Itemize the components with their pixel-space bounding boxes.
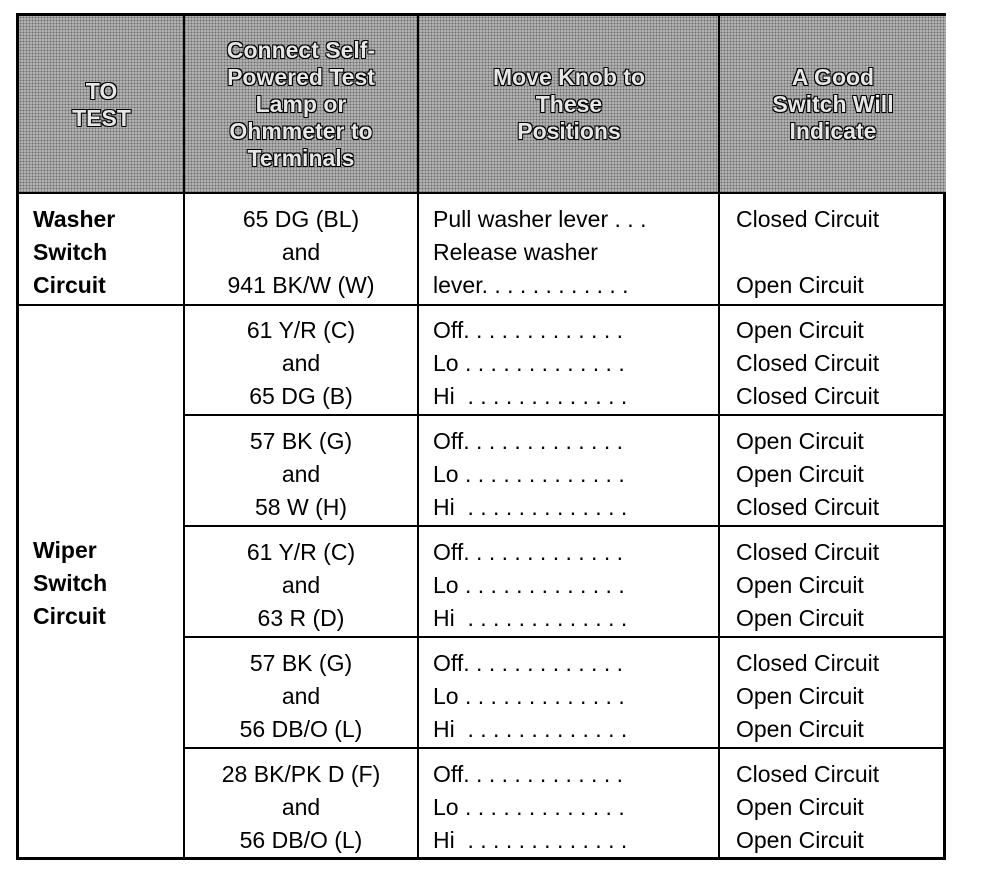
result-line: Closed Circuit (736, 539, 880, 565)
position-line: Off. . . . . . . . . . . . . (433, 761, 624, 787)
label-line: Switch (33, 239, 108, 265)
position-line: Hi . . . . . . . . . . . . . (433, 827, 628, 853)
position-line: Off. . . . . . . . . . . . . (433, 317, 624, 343)
result-line: Closed Circuit (736, 761, 880, 787)
terminal-line: 28 BK/PK D (F) (221, 761, 381, 787)
result-line: Closed Circuit (736, 206, 880, 232)
switch-test-table (16, 13, 946, 860)
position-line: Lo . . . . . . . . . . . . . (433, 794, 625, 820)
result-line: Closed Circuit (736, 650, 880, 676)
result-line: Open Circuit (736, 605, 864, 631)
result-line: Open Circuit (736, 428, 864, 454)
position-line: Off. . . . . . . . . . . . . (433, 428, 624, 454)
wiper-terminals (185, 758, 417, 857)
header-move-knob (418, 16, 720, 193)
header-to-test (19, 16, 184, 193)
wiper-positions (419, 758, 718, 857)
label-line: Circuit (33, 603, 106, 629)
terminal-line: 56 DB/O (L) (239, 827, 363, 853)
row-divider (19, 304, 946, 306)
washer-positions (419, 203, 718, 302)
position-line: Lo . . . . . . . . . . . . . (433, 461, 625, 487)
terminal-line: 65 DG (BL) (242, 206, 360, 232)
terminal-line: 57 BK (G) (249, 428, 353, 454)
wiper-positions (419, 536, 718, 635)
position-line: lever. . . . . . . . . . . . (433, 272, 629, 298)
label-line: Wiper (33, 537, 97, 563)
position-line: Hi . . . . . . . . . . . . . (433, 716, 628, 742)
terminal-line: and (281, 461, 321, 487)
wiper-results (720, 647, 946, 746)
terminal-line: 65 DG (B) (249, 383, 353, 409)
result-line: Closed Circuit (736, 383, 880, 409)
wiper-terminals (185, 647, 417, 746)
wiper-positions (419, 314, 718, 413)
header-good-switch (720, 16, 946, 193)
wiper-results (720, 758, 946, 857)
terminal-line: 57 BK (G) (249, 650, 353, 676)
terminal-line: 61 Y/R (C) (246, 317, 356, 343)
position-line: Off. . . . . . . . . . . . . (433, 539, 624, 565)
result-line: Open Circuit (736, 572, 864, 598)
wiper-positions (419, 647, 718, 746)
wiper-terminals (185, 536, 417, 635)
position-line: Off. . . . . . . . . . . . . (433, 650, 624, 676)
terminal-line: and (281, 794, 321, 820)
result-line: Open Circuit (736, 317, 864, 343)
position-line: Lo . . . . . . . . . . . . . (433, 572, 625, 598)
wiper-terminals (185, 314, 417, 413)
terminal-line: 58 W (H) (255, 494, 347, 520)
washer-switch-label (19, 203, 183, 302)
wiper-results (720, 425, 946, 524)
terminal-line: 63 R (D) (257, 605, 345, 631)
wiper-switch-label (19, 534, 183, 633)
result-line: Open Circuit (736, 461, 864, 487)
position-line: Lo . . . . . . . . . . . . . (433, 350, 625, 376)
label-line: Switch (33, 570, 108, 596)
header-divider (19, 192, 946, 194)
position-line: Release washer (433, 239, 598, 265)
result-line: Open Circuit (736, 272, 864, 298)
washer-results (720, 203, 946, 302)
wiper-terminals (185, 425, 417, 524)
position-line: Hi . . . . . . . . . . . . . (433, 605, 628, 631)
result-line: Closed Circuit (736, 350, 880, 376)
terminal-line: 941 BK/W (W) (227, 272, 375, 298)
terminal-line: 61 Y/R (C) (246, 539, 356, 565)
header-good-switch-label: A Good Switch Will Indicate (772, 64, 894, 144)
position-line: Pull washer lever . . . (433, 206, 647, 232)
wiper-results (720, 314, 946, 413)
position-line: Hi . . . . . . . . . . . . . (433, 383, 628, 409)
header-connect-label: Connect Self-Powered Test Lamp or Ohmmeter to Terminals (226, 37, 376, 171)
result-line: Open Circuit (736, 794, 864, 820)
result-line: Open Circuit (736, 827, 864, 853)
terminal-line: 56 DB/O (L) (239, 716, 363, 742)
row-divider (183, 747, 946, 749)
terminal-line: and (281, 350, 321, 376)
row-divider (183, 414, 946, 416)
wiper-positions (419, 425, 718, 524)
wiper-results (720, 536, 946, 635)
terminal-line: and (281, 683, 321, 709)
result-line: Open Circuit (736, 683, 864, 709)
header-connect (184, 16, 418, 193)
terminal-line: and (281, 239, 321, 265)
result-line (736, 236, 946, 269)
row-divider (183, 525, 946, 527)
washer-terminals (185, 203, 417, 302)
label-line: Circuit (33, 272, 106, 298)
label-line: Washer (33, 206, 116, 232)
header-move-knob-label: Move Knob to These Positions (492, 64, 646, 144)
result-line: Closed Circuit (736, 494, 880, 520)
result-line: Open Circuit (736, 716, 864, 742)
position-line: Lo . . . . . . . . . . . . . (433, 683, 625, 709)
header-to-test-label: TO TEST (72, 77, 131, 131)
terminal-line: and (281, 572, 321, 598)
row-divider (183, 636, 946, 638)
position-line: Hi . . . . . . . . . . . . . (433, 494, 628, 520)
